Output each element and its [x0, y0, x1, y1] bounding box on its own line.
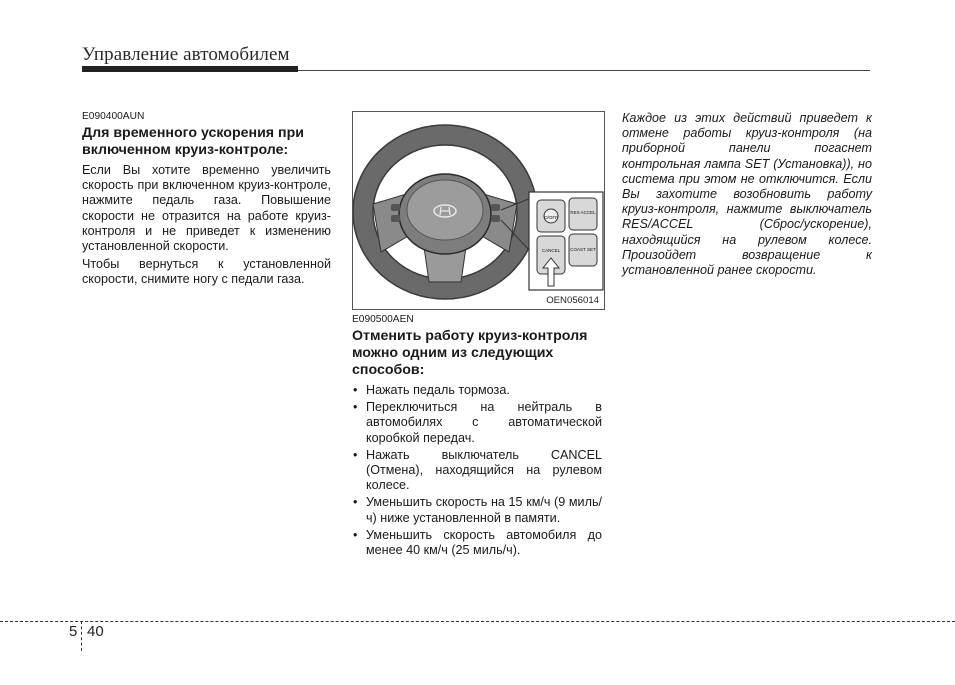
- bullet-list: [352, 383, 602, 558]
- paragraph: Чтобы вернуться к установленной скорости, снимите ногу с педали газа.: [82, 257, 331, 287]
- list-item: • Уменьшить скорость на 15 км/ч (9 миль/ч) ниже установленной в памяти.: [352, 495, 602, 525]
- on-off-button-label: O/OFF: [544, 215, 558, 220]
- column-right: [622, 111, 872, 281]
- figure-code: OEN056014: [546, 295, 599, 306]
- footer-rule: [0, 621, 955, 622]
- page-number-divider: [81, 621, 82, 651]
- header-rule-thick: [82, 66, 298, 72]
- section-heading: Отменить работу круиз-контроля можно одним из следующих способов:: [352, 328, 588, 378]
- header-rule-thin: [298, 70, 870, 71]
- list-item: • Нажать педаль тормоза.: [352, 383, 602, 398]
- page-header-title: Управление автомобилем: [82, 44, 290, 65]
- section-number: 5: [69, 623, 78, 640]
- page-number: 40: [87, 623, 104, 640]
- list-item: • Переключиться на нейтраль в автомобилях с автоматической коробкой передач.: [352, 400, 602, 446]
- list-item: • Уменьшить скорость автомобиля до менее 40 км/ч (25 миль/ч).: [352, 528, 602, 558]
- res-accel-button-label: RES ACCEL: [570, 210, 596, 215]
- section-code: E090400AUN: [82, 111, 145, 122]
- steering-wheel-figure: [352, 111, 605, 310]
- italic-note-paragraph: Каждое из этих действий приведет к отмене работы круиз-контроля (на приборной панели погаснет контрольная лампа SET (Установка)), но система при этом не отключится. Если Вы захотите возобновить работу круиз-контроля, нажмите выключатель RES/ACCEL (Сброс/ускорение), находящийся на рулевом колесе. Произойдет возвращение к установленной ранее скорости.: [622, 111, 872, 278]
- column-left: [82, 111, 331, 291]
- section-code: E090500AEN: [352, 314, 414, 325]
- coast-set-button-label: COAST SET: [570, 247, 596, 252]
- steering-wheel-illustration: [353, 112, 605, 310]
- cancel-button-label: CANCEL: [541, 248, 561, 253]
- list-item: • Нажать выключатель CANCEL (Отмена), находящийся на рулевом колесе.: [352, 448, 602, 494]
- section-heading: Для временного ускорения при включенном круиз-контроле:: [82, 125, 304, 158]
- paragraph: Если Вы хотите временно увеличить скорость при включенном круиз-контроле, нажмите педаль газа. Повышение скорости не отразится на работе круиз-контроля и не приведет к изменению установленной скорости.: [82, 163, 331, 254]
- column-middle: [352, 314, 602, 560]
